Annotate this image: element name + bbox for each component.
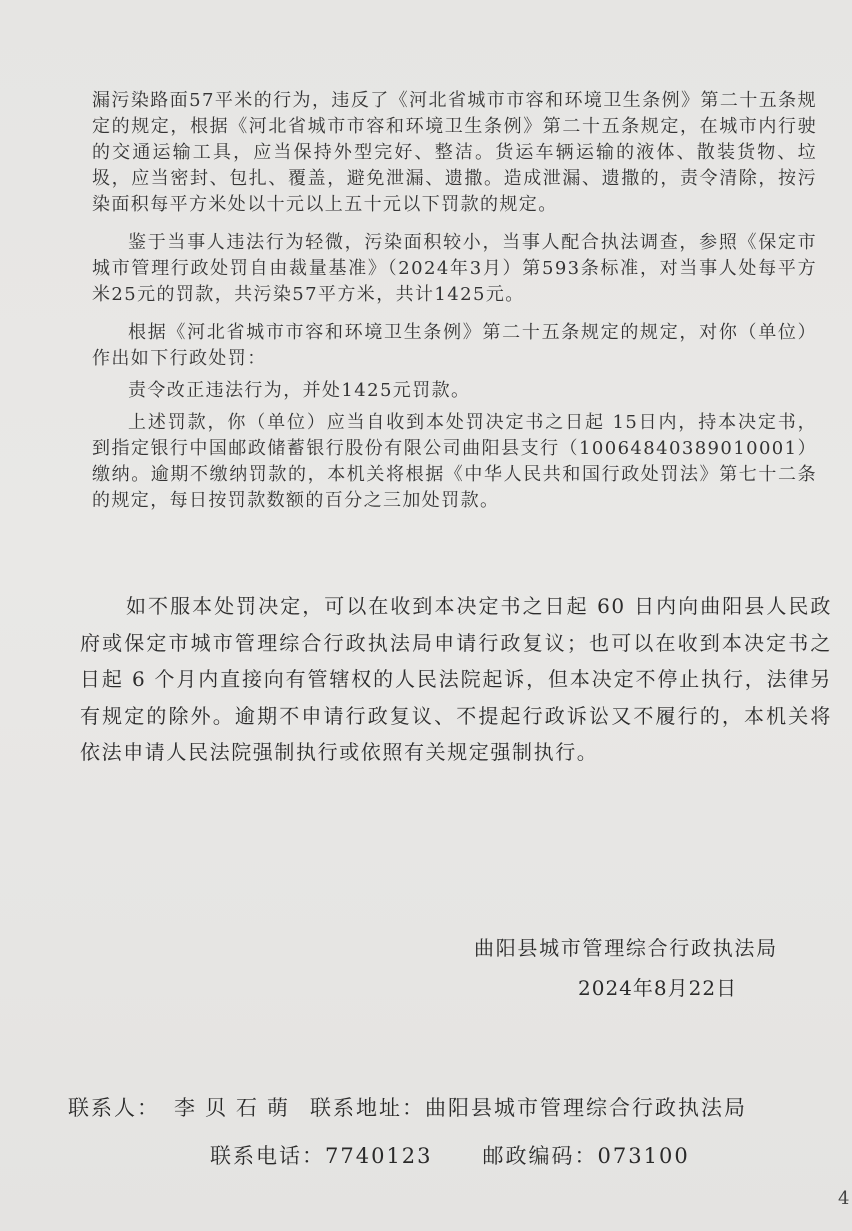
- penalty-line: 责令改正违法行为，并处1425元罚款。: [128, 380, 471, 401]
- contact-address-value: 曲阳县城市管理综合行政执法局: [425, 1096, 747, 1120]
- contact-phone-label: 联系电话：: [210, 1144, 325, 1168]
- postcode-label: 邮政编码：: [482, 1144, 598, 1168]
- contact-phone-value: 7740123: [325, 1144, 433, 1168]
- appeal-paragraph: 如不服本处罚决定，可以在收到本决定书之日起 60 日内向曲阳县人民政府或保定市城市管理综合行政执法局申请行政复议；也可以在收到本决定书之日起 6 个月内直接向有管辖权的人民法院起诉，但本决定不停止执行，法律另有规定的除外。逾期不申请行政复议、不提起行政诉讼又不履行的，本机关将依法申请人民法院强制执行或依照有关规定强制执行。: [80, 594, 832, 764]
- page-number: 4: [838, 1188, 850, 1209]
- postcode-value: 073100: [597, 1144, 690, 1168]
- contact-person-label: 联系人：: [68, 1096, 160, 1120]
- issue-date: 2024年8月22日: [578, 976, 738, 1000]
- issuing-organization: 曲阳县城市管理综合行政执法局: [474, 936, 778, 960]
- contact-person-row: [68, 1092, 747, 1122]
- contact-address-label: 联系地址：: [310, 1096, 425, 1120]
- payment-paragraph: 上述罚款，你（单位）应当自收到本处罚决定书之日起 15日内，持本决定书，到指定银行中国邮政储蓄银行股份有限公司曲阳县支行（10064840389010001） 缴纳。逾期不缴纳罚款的，本机关将根据《中华人民共和国行政处罚法》第七十二条的规定，每日按罚款数额的百分之三加处罚款。: [92, 412, 817, 511]
- decision-body-upper: [92, 88, 817, 514]
- legal-basis-paragraph: 根据《河北省城市市容和环境卫生条例》第二十五条规定的规定，对你（单位）作出如下行政处罚：: [92, 322, 817, 369]
- contact-person-names: 李贝石萌: [174, 1096, 298, 1120]
- contact-phone-row: [210, 1140, 690, 1170]
- decision-body-lower: [80, 588, 832, 771]
- discretion-paragraph: 鉴于当事人违法行为轻微，污染面积较小，当事人配合执法调查，参照《保定市城市管理行政处罚自由裁量基准》（2024年3月）第593条标准，对当事人处每平方米25元的罚款，共污染57平方米，共计1425元。: [92, 232, 817, 305]
- violation-paragraph: 漏污染路面57平米的行为，违反了《河北省城市市容和环境卫生条例》第二十五条规定的规定，根据《河北省城市市容和环境卫生条例》第二十五条规定，在城市内行驶的交通运输工具，应当保持外型完好、整洁。货运车辆运输的液体、散装货物、垃圾，应当密封、包扎、覆盖，避免泄漏、遗撒。造成泄漏、遗撒的，责令清除，按污染面积每平方米处以十元以上五十元以下罚款的规定。: [92, 90, 817, 215]
